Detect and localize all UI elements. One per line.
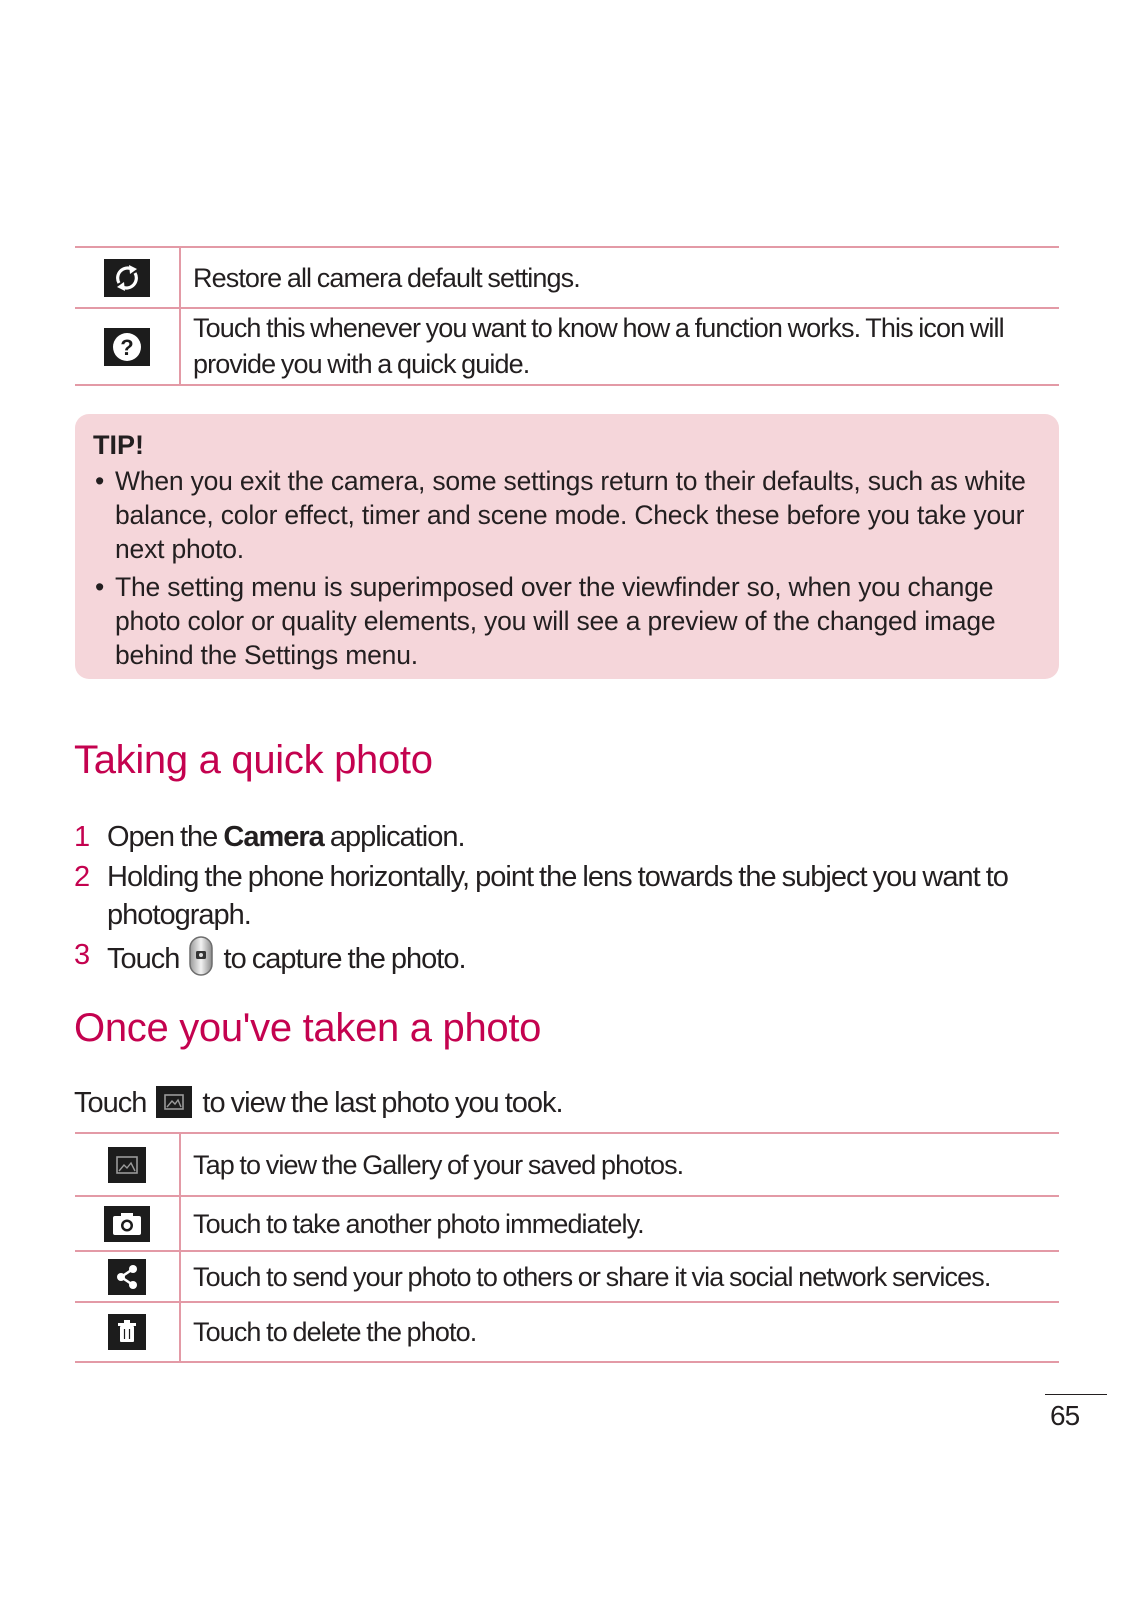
row-description: Tap to view the Gallery of your saved photos. xyxy=(193,1149,684,1180)
trash-icon xyxy=(108,1314,146,1350)
camera-settings-table xyxy=(75,246,1059,386)
intro-text: Touch xyxy=(74,1087,147,1119)
row-description: Restore all camera default settings. xyxy=(193,262,580,293)
icon-cell xyxy=(75,248,181,307)
section-heading: Taking a quick photo xyxy=(74,738,433,782)
tip-item xyxy=(93,570,1039,672)
table-row xyxy=(75,248,1059,309)
step-item xyxy=(74,818,1054,856)
reset-icon xyxy=(104,259,150,297)
step-number: 1 xyxy=(74,821,90,853)
shutter-icon xyxy=(189,936,213,986)
svg-text:?: ? xyxy=(120,334,134,360)
bullet-icon: • xyxy=(95,466,105,496)
row-description: Touch this whenever you want to know how a function works. This icon will provide you with a quick guide. xyxy=(193,313,1004,379)
gallery-icon xyxy=(108,1147,146,1183)
table-row xyxy=(75,309,1059,386)
step-bold-text: Camera xyxy=(223,821,324,853)
intro-line xyxy=(74,1084,563,1128)
row-description: Touch to send your photo to others or share it via social network services. xyxy=(193,1261,991,1292)
step-text: application. xyxy=(323,821,465,853)
table-row xyxy=(75,1303,1059,1363)
step-number: 2 xyxy=(74,861,90,893)
icon-cell xyxy=(75,1197,181,1250)
step-text: to capture the photo. xyxy=(217,943,466,975)
tip-item-text: When you exit the camera, some settings return to their defaults, such as white balance, color effect, timer and scene mode. Check these before you take your next photo. xyxy=(115,466,1026,564)
share-icon xyxy=(108,1259,146,1295)
bullet-icon: • xyxy=(95,572,105,602)
steps-list xyxy=(74,818,1054,988)
camera-icon xyxy=(104,1206,150,1242)
tip-title: TIP! xyxy=(93,430,144,460)
step-item xyxy=(74,936,1054,986)
step-item xyxy=(74,858,1054,934)
table-row xyxy=(75,1197,1059,1252)
step-text: Open the xyxy=(107,821,224,853)
intro-text: to view the last photo you took. xyxy=(202,1087,563,1119)
step-text: Holding the phone horizontally, point the lens towards the subject you want to photograph. xyxy=(107,861,1008,931)
table-row xyxy=(75,1252,1059,1303)
help-icon xyxy=(104,328,150,366)
page-number-rule xyxy=(1045,1394,1107,1395)
tip-box xyxy=(75,414,1059,679)
photo-actions-table xyxy=(75,1132,1059,1363)
tip-item xyxy=(93,464,1039,566)
icon-cell xyxy=(75,1134,181,1195)
section-heading: Once you've taken a photo xyxy=(74,1006,542,1050)
icon-cell xyxy=(75,1252,181,1301)
table-row xyxy=(75,1134,1059,1197)
row-description: Touch to take another photo immediately. xyxy=(193,1208,644,1239)
step-number: 3 xyxy=(74,939,90,971)
page-number: 65 xyxy=(1050,1400,1080,1431)
icon-cell xyxy=(75,309,181,384)
icon-cell xyxy=(75,1303,181,1361)
step-text: Touch xyxy=(107,943,186,975)
row-description: Touch to delete the photo. xyxy=(193,1317,477,1347)
gallery-icon xyxy=(156,1086,192,1128)
tip-item-text: The setting menu is superimposed over the viewfinder so, when you change photo color or quality elements, you will see a preview of the changed image behind the Settings menu. xyxy=(115,572,996,670)
